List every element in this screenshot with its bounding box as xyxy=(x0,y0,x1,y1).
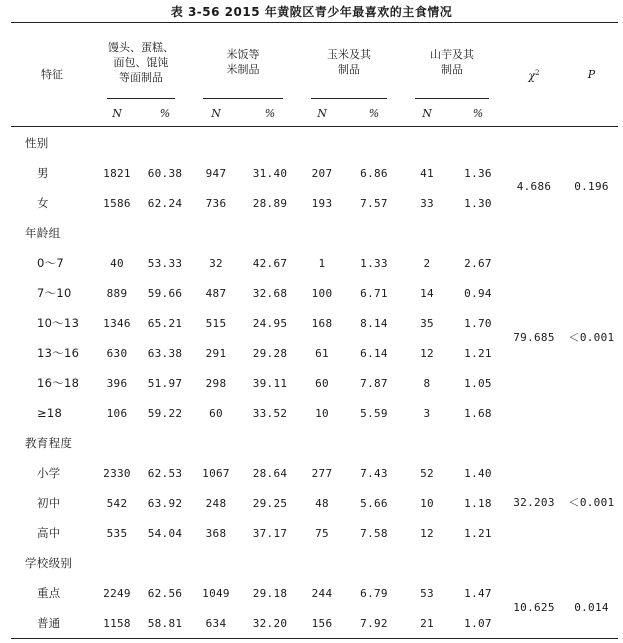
cell: 7.87 xyxy=(360,376,388,390)
cell: 7.92 xyxy=(360,616,388,630)
cell: 1.18 xyxy=(464,496,492,510)
cell: 1.05 xyxy=(464,376,492,390)
row-label: 0～7 xyxy=(37,256,65,270)
header-group-corn-line1: 玉米及其 xyxy=(327,48,371,61)
header-percent: % xyxy=(264,107,276,120)
table-row-category xyxy=(11,428,618,458)
cell: 60 xyxy=(209,406,223,420)
cell: 5.59 xyxy=(360,406,388,420)
header-group-rule xyxy=(311,98,387,99)
chi-symbol: χ xyxy=(528,69,536,83)
cell: 59.66 xyxy=(147,286,183,300)
header-group-sweet-potato xyxy=(401,23,503,102)
category-label: 学校级别 xyxy=(25,556,73,570)
p-value: ＜0.001 xyxy=(568,331,615,344)
cell: 630 xyxy=(106,346,128,360)
cell: 24.95 xyxy=(252,316,288,330)
cell: 168 xyxy=(311,316,333,330)
cell: 1.70 xyxy=(464,316,492,330)
cell: 1.21 xyxy=(464,526,492,540)
staple-food-table xyxy=(11,22,618,639)
cell: 1 xyxy=(318,256,326,270)
header-group-rule xyxy=(107,98,175,99)
cell: 736 xyxy=(205,196,227,210)
chi-square-value: 4.686 xyxy=(516,180,552,193)
cell: 1.21 xyxy=(464,346,492,360)
cell: 21 xyxy=(420,616,434,630)
cell: 5.66 xyxy=(360,496,388,510)
cell: 1049 xyxy=(202,586,230,600)
row-label: 7～10 xyxy=(37,286,72,300)
category-label: 教育程度 xyxy=(25,436,73,450)
category-label: 性别 xyxy=(25,135,49,150)
cell: 65.21 xyxy=(147,316,183,330)
chi-square-value: 10.625 xyxy=(513,600,555,614)
cell: 277 xyxy=(311,466,333,480)
cell: 3 xyxy=(423,406,431,420)
table-row-category xyxy=(11,218,618,248)
table-row-category xyxy=(11,548,618,578)
cell: 1821 xyxy=(103,166,131,180)
row-label: 16～18 xyxy=(37,376,80,390)
cell: 1.68 xyxy=(464,406,492,420)
header-percent: % xyxy=(368,107,380,120)
cell: 42.67 xyxy=(252,256,288,270)
cell: 61 xyxy=(315,346,329,360)
p-value: ＜0.001 xyxy=(568,496,615,509)
cell: 515 xyxy=(205,316,227,330)
cell: 35 xyxy=(420,316,434,330)
cell: 6.79 xyxy=(360,586,388,600)
header-group-corn xyxy=(297,23,401,102)
cell: 634 xyxy=(205,616,227,630)
cell: 58.81 xyxy=(147,616,183,630)
cell: 37.17 xyxy=(252,526,288,540)
cell: 14 xyxy=(420,286,434,300)
cell: 10 xyxy=(420,496,434,510)
cell: 1.30 xyxy=(464,196,492,210)
cell: 1.47 xyxy=(464,586,492,600)
cell: 8.14 xyxy=(360,316,388,330)
cell: 1.36 xyxy=(464,166,492,180)
cell: 2.67 xyxy=(464,256,492,270)
cell: 7.43 xyxy=(360,466,388,480)
cell: 63.92 xyxy=(147,496,183,510)
cell: 2249 xyxy=(103,586,131,600)
cell: 207 xyxy=(311,166,333,180)
row-label: 男 xyxy=(37,166,49,180)
cell: 542 xyxy=(106,496,128,510)
header-chi-square xyxy=(503,23,565,127)
cell: 244 xyxy=(311,586,333,600)
cell: 10 xyxy=(315,406,329,420)
cell: 51.97 xyxy=(147,376,183,390)
cell: 32.68 xyxy=(252,286,288,300)
cell: 59.22 xyxy=(147,406,183,420)
cell: 33.52 xyxy=(252,406,288,420)
cell: 368 xyxy=(205,526,227,540)
header-n: N xyxy=(422,107,432,120)
cell: 39.11 xyxy=(252,376,288,390)
cell: 53.33 xyxy=(147,256,183,270)
cell: 48 xyxy=(315,496,329,510)
cell: 31.40 xyxy=(252,166,288,180)
cell: 40 xyxy=(110,256,124,270)
cell: 12 xyxy=(420,346,434,360)
header-p-value: P xyxy=(587,68,596,81)
row-label: 小学 xyxy=(37,466,61,480)
cell: 60.38 xyxy=(147,166,183,180)
cell: 889 xyxy=(106,286,128,300)
header-feature: 特征 xyxy=(41,68,63,81)
header-group-rice-line1: 米饭等 xyxy=(226,48,260,61)
cell: 52 xyxy=(420,466,434,480)
header-group-wheat-line1: 馒头、蛋糕、 xyxy=(108,40,174,54)
table-row-category xyxy=(11,127,618,159)
row-label: ≥18 xyxy=(37,406,63,420)
cell: 29.18 xyxy=(252,586,288,600)
cell: 7.58 xyxy=(360,526,388,540)
row-label: 普通 xyxy=(37,616,61,630)
cell: 53 xyxy=(420,586,434,600)
cell: 41 xyxy=(420,166,434,180)
cell: 193 xyxy=(311,196,333,210)
cell: 1.07 xyxy=(464,616,492,630)
cell: 6.14 xyxy=(360,346,388,360)
cell: 396 xyxy=(106,376,128,390)
header-group-sweet-potato-line2: 制品 xyxy=(441,63,463,76)
header-group-wheat-line2: 面包、馄饨 xyxy=(113,55,169,69)
cell: 63.38 xyxy=(147,346,183,360)
cell: 54.04 xyxy=(147,526,183,540)
header-n: N xyxy=(317,107,327,120)
cell: 60 xyxy=(315,376,329,390)
header-percent: % xyxy=(472,107,484,120)
cell: 28.89 xyxy=(252,196,288,210)
header-percent: % xyxy=(159,107,171,120)
cell: 6.86 xyxy=(360,166,388,180)
cell: 2330 xyxy=(103,466,131,480)
cell: 8 xyxy=(423,376,431,390)
cell: 291 xyxy=(205,346,227,360)
row-label: 初中 xyxy=(37,496,61,510)
cell: 1.40 xyxy=(464,466,492,480)
cell: 33 xyxy=(420,196,434,210)
header-group-rule xyxy=(415,98,489,99)
cell: 535 xyxy=(106,526,128,540)
header-group-sweet-potato-line1: 山芋及其 xyxy=(430,48,474,61)
cell: 248 xyxy=(205,496,227,510)
cell: 62.56 xyxy=(147,586,183,600)
row-label: 13～16 xyxy=(37,346,80,360)
cell: 32.20 xyxy=(252,616,288,630)
cell: 29.25 xyxy=(252,496,288,510)
cell: 156 xyxy=(311,616,333,630)
cell: 487 xyxy=(205,286,227,300)
cell: 6.71 xyxy=(360,286,388,300)
cell: 1158 xyxy=(103,616,131,630)
header-group-rice xyxy=(189,23,297,102)
cell: 7.57 xyxy=(360,196,388,210)
cell: 1586 xyxy=(103,196,131,210)
cell: 62.53 xyxy=(147,466,183,480)
header-group-rule xyxy=(203,98,283,99)
category-label: 年龄组 xyxy=(25,226,61,240)
cell: 298 xyxy=(205,376,227,390)
row-label: 重点 xyxy=(37,586,61,600)
cell: 2 xyxy=(423,256,431,270)
cell: 32 xyxy=(209,256,223,270)
chi-square-value: 79.685 xyxy=(513,330,555,344)
header-n: N xyxy=(211,107,221,120)
row-label: 高中 xyxy=(37,526,61,540)
row-label: 10～13 xyxy=(37,316,80,330)
cell: 100 xyxy=(311,286,333,300)
cell: 1.33 xyxy=(360,256,388,270)
table-title: 表 3-56 2015 年黄陂区青少年最喜欢的主食情况 xyxy=(170,5,453,19)
cell: 106 xyxy=(106,406,128,420)
header-group-wheat-line3: 等面制品 xyxy=(119,70,163,84)
header-group-corn-line2: 制品 xyxy=(338,63,360,76)
cell: 1067 xyxy=(202,466,230,480)
header-group-rice-line2: 米制品 xyxy=(226,63,260,76)
chi-square-value: 32.203 xyxy=(513,495,555,509)
cell: 947 xyxy=(205,166,227,180)
chi-superscript: 2 xyxy=(535,68,540,77)
cell: 75 xyxy=(315,526,329,540)
cell: 1346 xyxy=(103,316,131,330)
header-n: N xyxy=(112,107,122,120)
row-label: 女 xyxy=(37,196,49,210)
cell: 29.28 xyxy=(252,346,288,360)
cell: 62.24 xyxy=(147,196,183,210)
cell: 0.94 xyxy=(464,286,492,300)
p-value: 0.196 xyxy=(574,180,609,193)
cell: 12 xyxy=(420,526,434,540)
header-group-wheat xyxy=(93,23,189,102)
cell: 28.64 xyxy=(252,466,288,480)
p-value: 0.014 xyxy=(574,600,609,614)
